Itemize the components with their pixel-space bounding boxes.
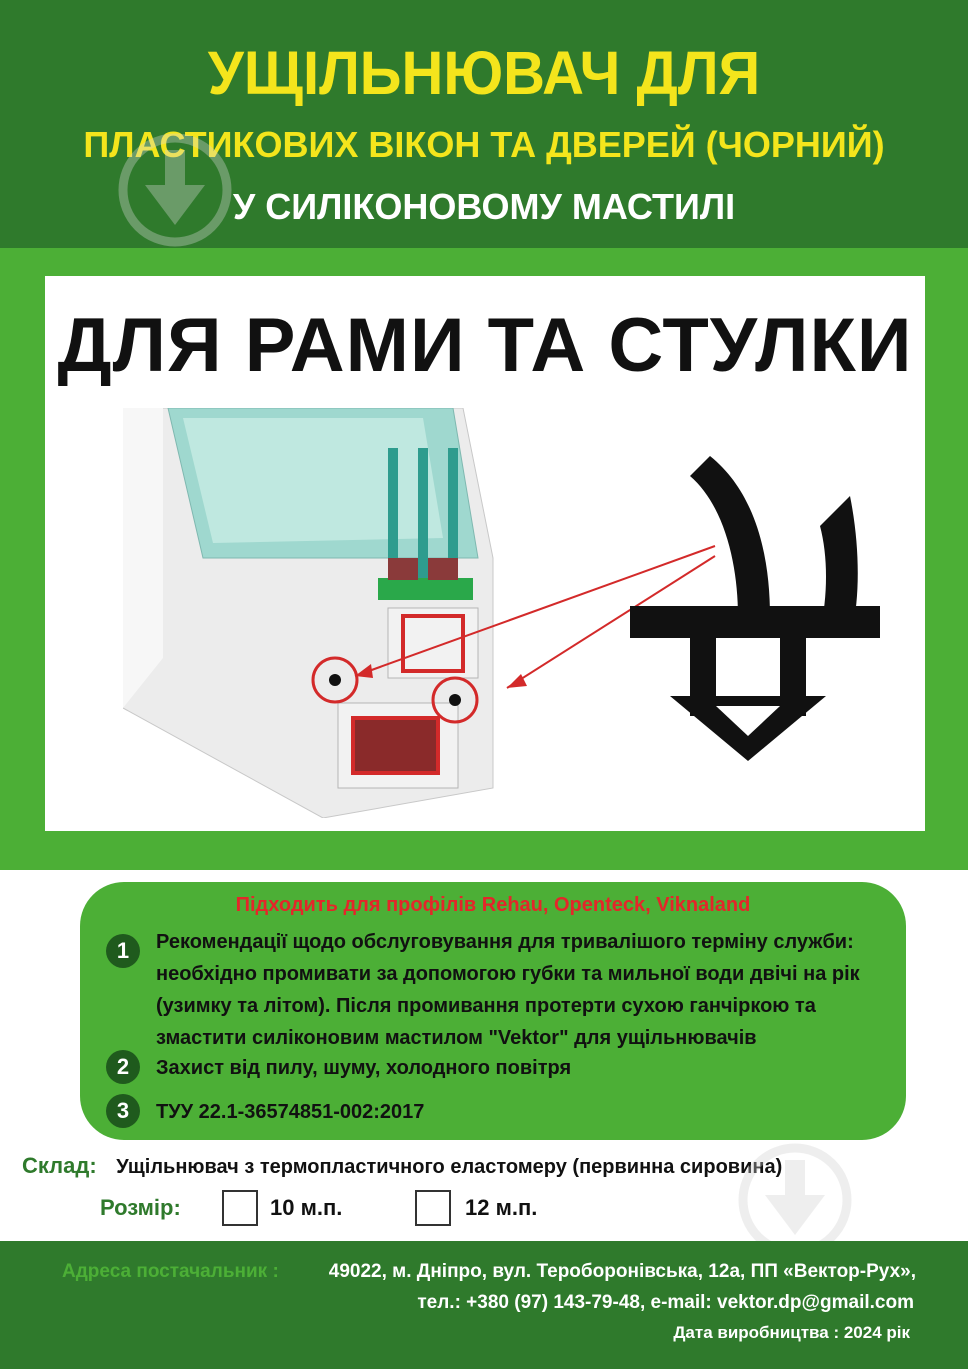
size-option-12: 12 м.п. <box>465 1195 538 1220</box>
compatible-profiles: Підходить для профілів Rehau, Openteck, Viknaland <box>235 894 751 916</box>
maintenance-line: Рекомендації щодо обслуговування для тривалішого терміну служби: <box>156 931 854 953</box>
contacts-text: тел.: +380 (97) 143-79-48, e-mail: vektor.dp@gmail.com <box>417 1292 914 1313</box>
item-number-2: 2 <box>106 1050 140 1084</box>
address-text: 49022, м. Дніпро, вул. Тероборонівська, 12а, ПП «Вектор-Рух», <box>328 1261 916 1282</box>
maintenance-line: змастити силіконовим мастилом "Vektor" для ущільнювачів <box>156 1027 757 1049</box>
protection-text: Захист від пилу, шуму, холодного повітря <box>156 1057 572 1079</box>
size-option-10: 10 м.п. <box>270 1195 343 1220</box>
address-label: Адреса постачальник : <box>62 1261 279 1282</box>
panel-heading: ДЛЯ РАМИ ТА СТУЛКИ <box>57 303 913 388</box>
item-number-3: 3 <box>106 1094 140 1128</box>
standard-text: ТУУ 22.1-36574851-002:2017 <box>156 1101 425 1123</box>
footer <box>0 1241 968 1369</box>
title-line-1: УЩІЛЬНЮВАЧ ДЛЯ <box>207 39 761 108</box>
seal-profile-icon <box>630 456 880 766</box>
title-line-2: ПЛАСТИКОВИХ ВІКОН ТА ДВЕРЕЙ (ЧОРНИЙ) <box>83 124 885 165</box>
composition-label: Склад: <box>22 1153 97 1178</box>
production-date: Дата виробництва : 2024 рік <box>673 1323 910 1342</box>
item-number-1: 1 <box>106 934 140 968</box>
title-line-3: У СИЛІКОНОВОМУ МАСТИЛІ <box>232 186 736 227</box>
info-box <box>80 882 906 1140</box>
download-watermark-icon <box>115 130 235 250</box>
header-banner <box>0 0 968 248</box>
size-checkbox-12[interactable] <box>415 1190 451 1226</box>
maintenance-text <box>156 926 860 1054</box>
maintenance-line: необхідно промивати за допомогою губки та мильної води двічі на рік <box>156 963 860 985</box>
maintenance-line: (узимку та літом). Після промивання протерти сухою ганчіркою та <box>156 995 816 1017</box>
composition-text: Ущільнювач з термопластичного еластомеру (первинна сировина) <box>116 1156 783 1178</box>
size-checkbox-10[interactable] <box>222 1190 258 1226</box>
product-panel <box>45 276 925 831</box>
size-label: Розмір: <box>100 1195 181 1220</box>
composition-row <box>22 1153 782 1179</box>
